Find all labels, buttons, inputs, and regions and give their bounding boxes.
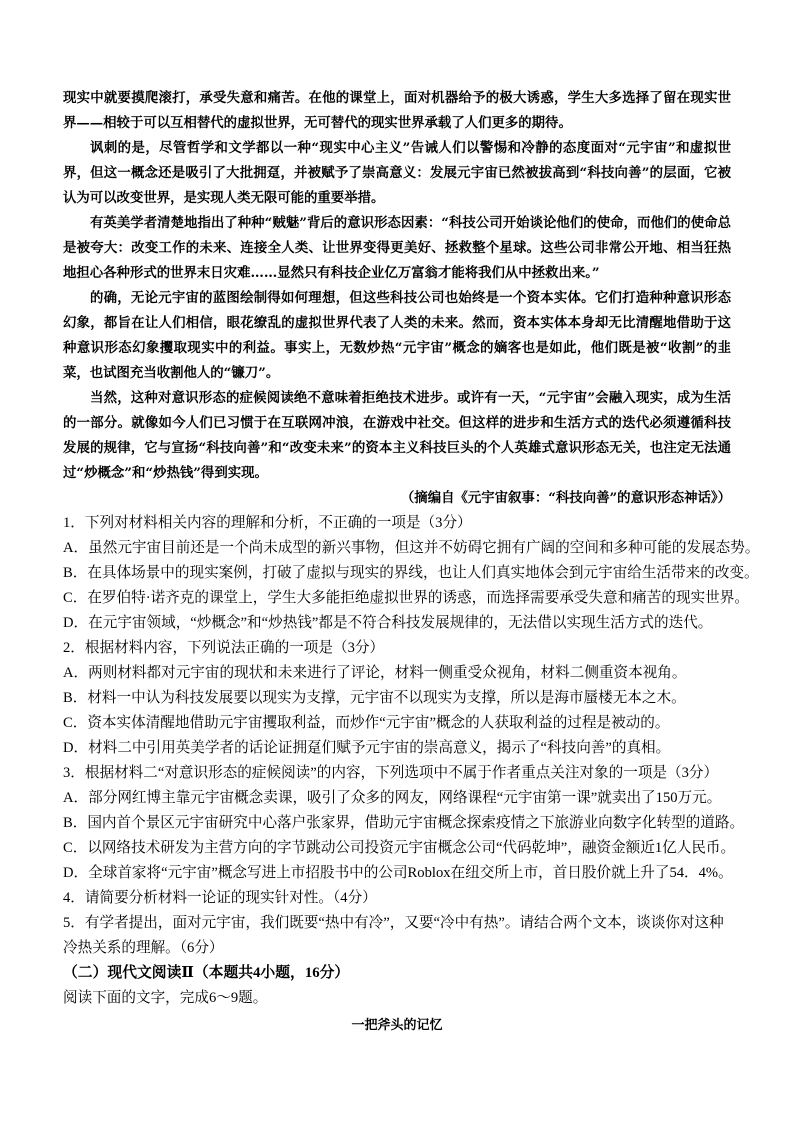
question-2-option-a: A．两则材料都对元宇宙的现状和未来进行了评论，材料一侧重受众视角，材料二侧重资本视角。: [63, 665, 687, 681]
question-2-stem: 2．根据材料内容，下列说法正确的一项是（3分）: [63, 640, 385, 656]
article-paragraph-2: 讽刺的是，尽管哲学和文学都以一种“现实中心主义”告诫人们以警惕和冷静的态度面对“元宇宙”和虚拟世界，但这一概念还是吸引了大批拥趸，并被赋予了崇高意义：发展元宇宙已然被拔高到“科技向善”的层面，它被认为可以改变世界，是实现人类无限可能的重要举措。: [63, 140, 731, 206]
question-1-option-b: B．在具体场景中的现实案例，打破了虚拟与现实的界线，也让人们真实地体会到元宇宙给生活带来的改变。: [63, 565, 759, 581]
question-4: 4．请简要分析材料一论证的现实针对性。（4分）: [63, 890, 377, 906]
section-2-instruction: 阅读下面的文字，完成6～9题。: [63, 990, 268, 1006]
question-1-option-c: C．在罗伯特·诺齐克的课堂上，学生大多能拒绝虚拟世界的诱惑，而选择需要承受失意和痛苦的现实世界。: [63, 590, 749, 606]
question-3-option-c: C．以网络技术研发为主营方向的字节跳动公司投资元宇宙概念公司“代码乾坤”，融资金额近1亿人民币。: [63, 840, 736, 856]
section-2-heading: （二）现代文阅读Ⅱ（本题共4小题，16分）: [63, 965, 350, 981]
question-3-option-a: A．部分网红博主靠元宇宙概念卖课，吸引了众多的网友，网络课程“元宇宙第一课”就卖出了150万元。: [63, 790, 722, 806]
passage-title: 一把斧头的记忆: [351, 1018, 443, 1033]
question-2-option-b: B．材料一中认为科技发展要以现实为支撑，元宇宙不以现实为支撑，所以是海市蜃楼无本之木。: [63, 690, 686, 706]
article-source: （摘编自《元宇宙叙事：“科技向善”的意识形态神话》）: [400, 490, 731, 506]
question-1-option-a: A．虽然元宇宙目前还是一个尚未成型的新兴事物，但这并不妨碍它拥有广阔的空间和多种可能的发展态势。: [63, 540, 760, 556]
article-paragraph-3: 有英美学者清楚地指出了种种“贼魅”背后的意识形态因素：“科技公司开始谈论他们的使命，而他们的使命总是被夸大：改变工作的未来、连接全人类、让世界变得更美好、拯救整个星球。这些公司非常公开地、相当狂热地担心各种形式的世界末日灾难……显然只有科技企业亿万富翁才能将我们从中拯救出来。”: [63, 215, 731, 281]
article-paragraph-1: 现实中就要摸爬滚打，承受失意和痛苦。在他的课堂上，面对机器给予的极大诱惑，学生大多选择了留在现实世界——相较于可以互相替代的虚拟世界，无可替代的现实世界承载了人们更多的期待。: [63, 90, 731, 131]
article-paragraph-4: 的确，无论元宇宙的蓝图绘制得如何理想，但这些科技公司也始终是一个资本实体。它们打造种种意识形态幻象，都旨在让人们相信，眼花缭乱的虚拟世界代表了人类的未来。然而，资本实体本身却无比清醒地借助于这种意识形态幻象攫取现实中的利益。事实上，无数炒热“元宇宙”概念的嫡客也是如此，他们既是被“收割”的韭菜，也试图充当收割他人的“镰刀”。: [63, 290, 731, 381]
question-3-option-b: B．国内首个景区元宇宙研究中心落户张家界，借助元宇宙概念探索疫情之下旅游业向数字化转型的道路。: [63, 815, 745, 831]
question-1-option-d: D．在元宇宙领域，“炒概念”和“炒热钱”都是不符合科技发展规律的，无法借以实现生活方式的迭代。: [63, 615, 713, 631]
article-paragraph-5: 当然，这种对意识形态的症候阅读绝不意味着拒绝技术进步。或许有一天，“元宇宙”会融入现实，成为生活的一部分。就像如今人们已习惯于在互联网冲浪，在游戏中社交。但这样的进步和生活方式的迭代必须遵循科技发展的规律，它与宣扬“科技向善”和“改变未来”的资本主义科技巨头的个人英雄式意识形态无关，也注定无法通过“炒概念”和“炒热钱”得到实现。: [63, 390, 731, 481]
question-2-option-d: D．材料二中引用英美学者的话论证拥趸们赋予元宇宙的崇高意义，揭示了“科技向善”的真相。: [63, 740, 671, 756]
question-2-option-c: C．资本实体清醒地借助元宇宙攫取利益，而炒作“元宇宙”概念的人获取利益的过程是被动的。: [63, 715, 670, 731]
question-3-option-d: D．全球首家将“元宇宙”概念写进上市招股书中的公司Roblox在纽交所上市，首日股价就上升了54．4%。: [63, 865, 733, 881]
question-1-stem: 1．下列对材料相关内容的理解和分析，不正确的一项是（3分）: [63, 515, 472, 531]
question-5: 5．有学者提出，面对元宇宙，我们既要“热中有冷”，又要“冷中有热”。请结合两个文本，谈谈你对这种冷热关系的理解。（6分）: [63, 915, 724, 956]
question-3-stem: 3．根据材料二“对意识形态的症候阅读”的内容，下列选项中不属于作者重点关注对象的一项是（3分）: [63, 765, 719, 781]
